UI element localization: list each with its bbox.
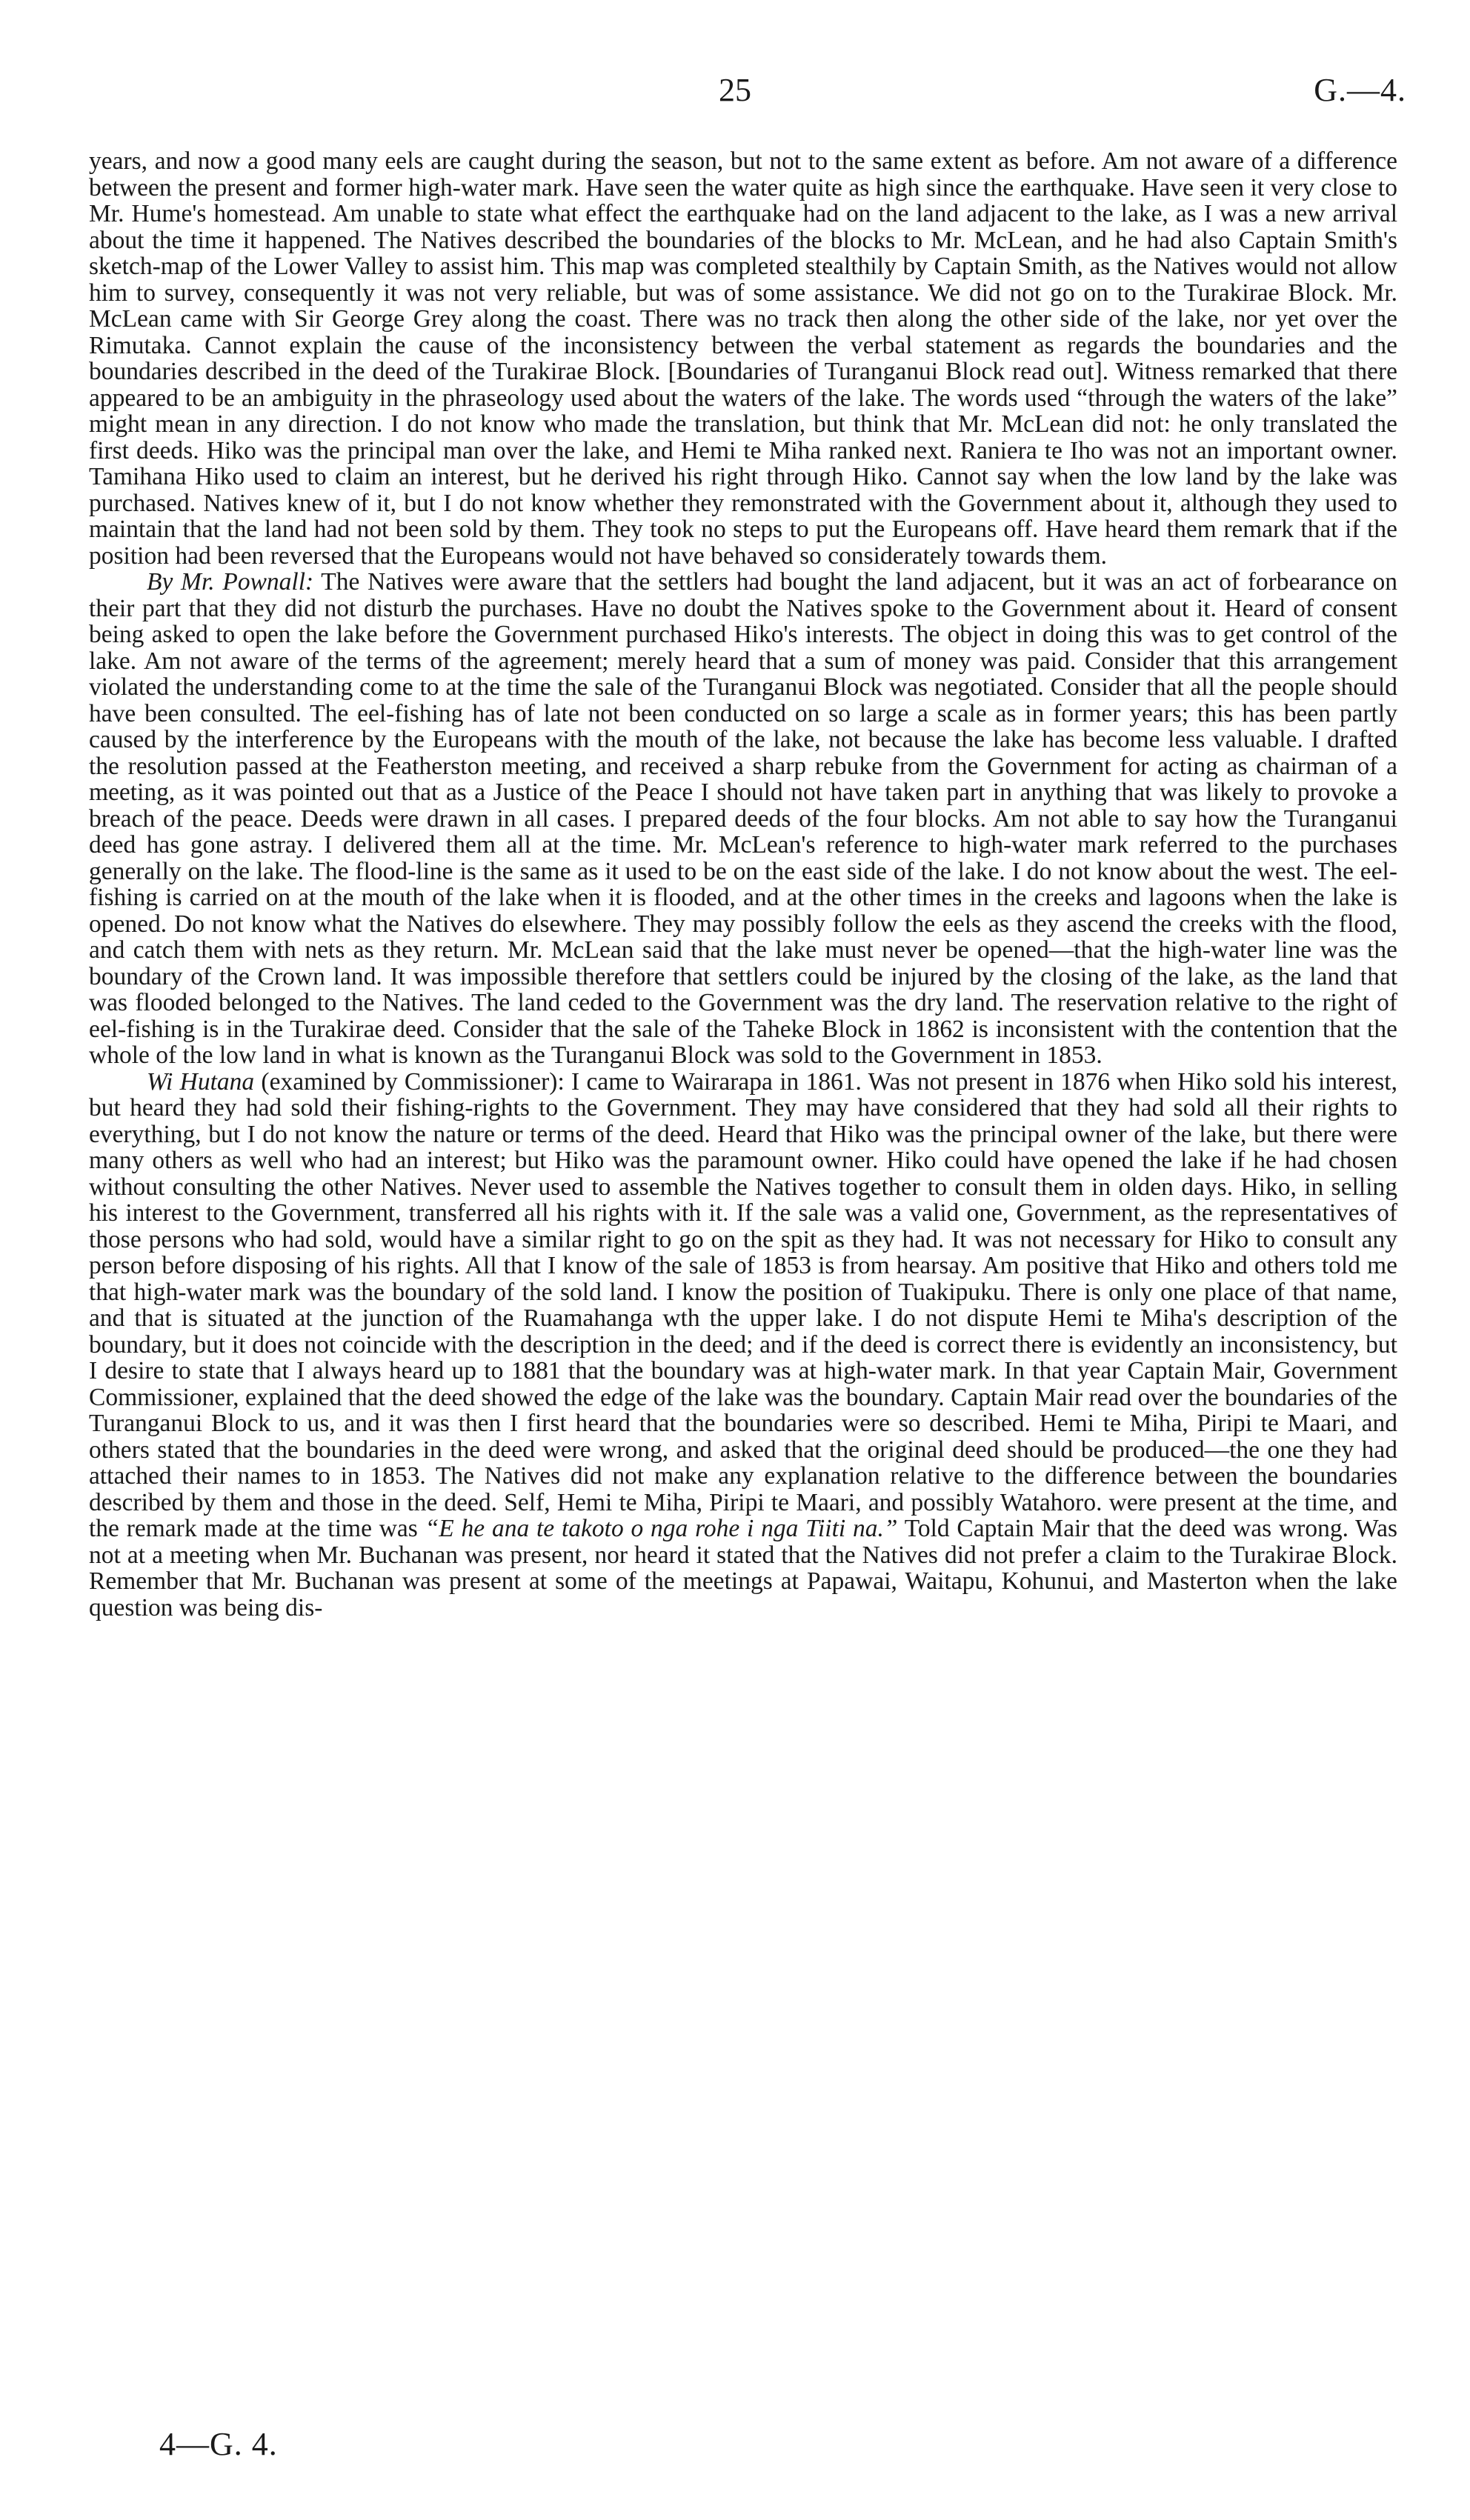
body-text (89, 148, 1397, 1621)
paragraph-text-end: Told Captain Mair that the deed was wrong. Was not at a meeting when Mr. Buchanan was present, nor heard it stated that the Natives did not prefer a claim to the Turakirae Block. Remember that Mr. Buchanan was present at some of the meetings at Papawai, Waitapu, Kohunui, and Masterton when the lake question was being dis- (89, 1515, 1397, 1621)
paragraph-text: years, and now a good many eels are caught during the season, but not to the same extent as before. Am not aware of a difference between the present and former high-water mark. Have seen the water quite as high since the earthquake. Have seen it very close to Mr. Hume's homestead. Am unable to state what effect the earthquake had on the land adjacent to the lake, as I was a new arrival about the time it happened. The Natives described the boundaries of the blocks to Mr. McLean, and he had also Captain Smith's sketch-map of the Lower Valley to assist him. This map was completed stealthily by Captain Smith, as the Natives would not allow him to survey, consequently it was not very reliable, but was of some assistance. We did not go on to the Turakirae Block. Mr. McLean came with Sir George Grey along the coast. There was no track then along the other side of the lake, nor yet over the Rimutaka. Cannot explain the cause of the inconsistency between the verbal statement as regards the boundaries and the boundaries described in the deed of the Turakirae Block. [Boundaries of Turanganui Block read out]. Witness remarked that there appeared to be an ambiguity in the phraseology used about the waters of the lake. The words used “through the waters of the lake” might mean in any direction. I do not know who made the translation, but think that Mr. McLean did not: he only translated the first deeds. Hiko was the principal man over the lake, and Hemi te Miha ranked next. Raniera te Iho was not an important owner. Tamihana Hiko used to claim an interest, but he derived his right through Hiko. Cannot say when the low land by the lake was purchased. Natives knew of it, but I do not know whether they remonstrated with the Government about it, although they used to maintain that the land had not been sold by them. They took no steps to put the Europeans off. Have heard them remark that if the position had been reversed that the Europeans would not have behaved so considerately towards them. (89, 147, 1397, 570)
signature-mark: 4—G. 4. (159, 2426, 278, 2462)
maori-quote: “E he ana te takoto o nga rohe i nga Tiiti na.” (425, 1515, 898, 1542)
page-number: 25 (719, 72, 751, 108)
speaker-label: By Mr. Pownall: (147, 568, 314, 596)
paragraph-wi-hutana (89, 1069, 1397, 1621)
speaker-label: Wi Hutana (147, 1067, 255, 1096)
paragraph-pownall (89, 569, 1397, 1069)
paragraph-continued (89, 148, 1397, 569)
document-reference: G.—4. (1314, 72, 1406, 108)
paragraph-text: (examined by Commissioner): I came to Wairarapa in 1861. Was not present in 1876 when Hiko sold his interest, but heard they had sold their fishing-rights to the Government. They may have considered that they had sold all their rights to everything, but I do not know the nature or terms of the deed. Heard that Hiko was the principal owner of the lake, but there were many others as well who had an interest; but Hiko was the paramount owner. Hiko could have opened the lake if he had chosen without consulting the other Natives. Never used to assemble the Natives together to consult them in olden days. Hiko, in selling his interest to the Government, transferred all his rights with it. If the sale was a valid one, Government, as the representatives of those persons who had sold, would have a similar right to go on the spit as they had. It was not necessary for Hiko to consult any person before disposing of his rights. All that I know of the sale of 1853 is from hearsay. Am positive that Hiko and others told me that high-water mark was the boundary of the sold land. I know the position of Tuakipuku. There is only one place of that name, and that is situated at the junction of the Ruamahanga wth the upper lake. I do not dispute Hemi te Miha's description of the boundary, but it does not coincide with the description in the deed; and if the deed is correct there is evidently an inconsistency, but I desire to state that I always heard up to 1881 that the boundary was at high-water mark. In that year Captain Mair, Government Commissioner, explained that the deed showed the edge of the lake was the boundary. Captain Mair read over the boundaries of the Turanganui Block to us, and it was then I first heard that the boundaries were so described. Hemi te Miha, Piripi te Maari, and others stated that the boundaries in the deed were wrong, and asked that the original deed should be produced—the one they had attached their names to in 1853. The Natives did not make any explanation relative to the difference between the boundaries described by them and those in the deed. Self, Hemi te Miha, Piripi te Maari, and possibly Watahoro. were present at the time, and the remark made at the time was (89, 1067, 1397, 1542)
paragraph-text: The Natives were aware that the settlers had bought the land adjacent, but it was an act of forbearance on their part that they did not disturb the purchases. Have no doubt the Natives spoke to the Government about it. Heard of consent being asked to open the lake before the Government purchased Hiko's interests. The object in doing this was to get control of the lake. Am not aware of the terms of the agreement; merely heard that a sum of money was paid. Consider that this arrangement violated the understanding come to at the time the sale of the Turanganui Block was negotiated. Consider that all the people should have been consulted. The eel-fishing has of late not been conducted on so large a scale as in former years; this has been partly caused by the interference by the Europeans with the mouth of the lake, not because the lake has become less valuable. I drafted the resolution passed at the Featherston meeting, and received a sharp rebuke from the Government for acting as chairman of a meeting, as it was pointed out that as a Justice of the Peace I should not have taken part in anything that was likely to provoke a breach of the peace. Deeds were drawn in all cases. I prepared deeds of the four blocks. Am not able to say how the Turanganui deed has gone astray. I delivered them all at the time. Mr. McLean's reference to high-water mark referred to the purchases generally on the lake. The flood-line is the same as it used to be on the east side of the lake. I do not know about the west. The eel-fishing is carried on at the mouth of the lake when it is flooded, and at the other times in the creeks and lagoons when the lake is opened. Do not know what the Natives do elsewhere. They may possibly follow the eels as they ascend the creeks with the flood, and catch them with nets as they return. Mr. McLean said that the lake must never be opened—that the high-water line was the boundary of the Crown land. It was impossible therefore that settlers could be injured by the closing of the lake, as the land that was flooded belonged to the Natives. The land ceded to the Government was the dry land. The reservation relative to the right of eel-fishing is in the Turakirae deed. Consider that the sale of the Taheke Block in 1862 is inconsistent with the contention that the whole of the low land in what is known as the Turanganui Block was sold to the Government in 1853. (89, 568, 1398, 1069)
